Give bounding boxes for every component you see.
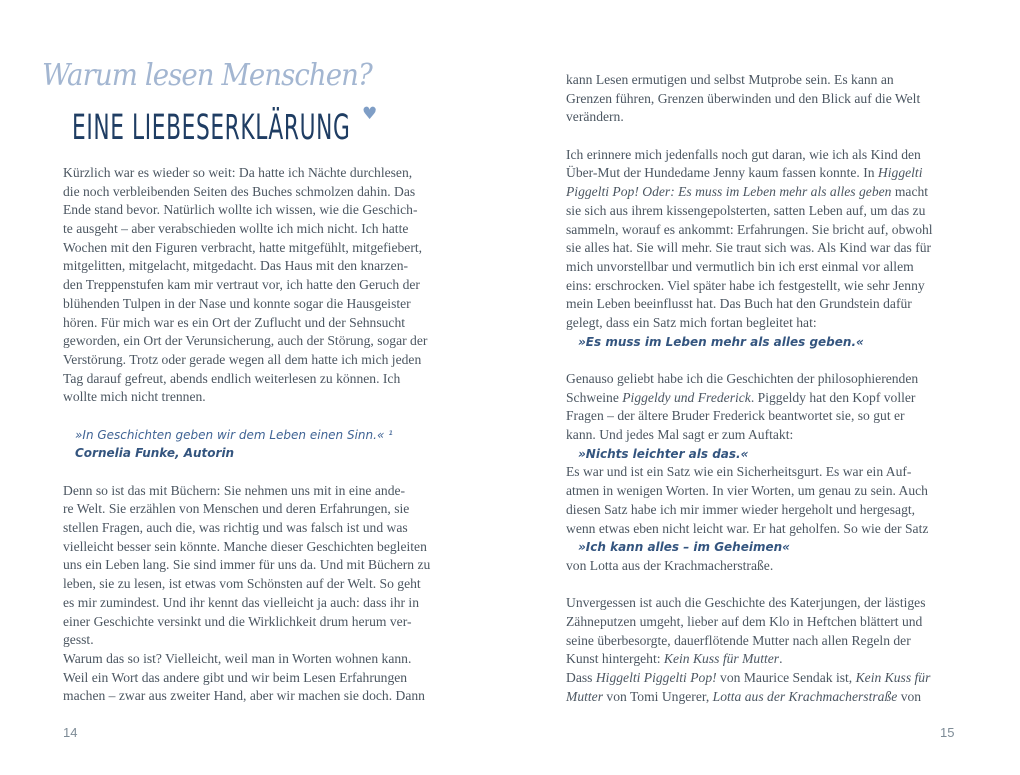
quote-line: »In Geschichten geben wir dem Leben einen Sinn.« ¹ — [75, 427, 393, 442]
body-text: blühenden Tulpen in der Nase und konnte sogar die Hausgeister — [63, 295, 411, 311]
text-line — [566, 370, 966, 389]
body-text: Weil ein Wort das andere gibt und wir beim Lesen Erfahrungen — [63, 669, 408, 685]
body-text: Dass — [566, 670, 596, 685]
text-line — [63, 388, 463, 407]
body-text: Schweine — [566, 389, 623, 405]
body-text: verändern. — [566, 109, 624, 125]
body-text: Warum das so ist? Vielleicht, weil man in Worten wohnen kann. — [63, 650, 412, 666]
body-text: mich unvorstellbar und vermutlich bin ich erst einmal vor allem — [566, 258, 914, 274]
body-text: kann Lesen ermutigen und selbst Mutprobe sein. Es kann an — [566, 72, 894, 87]
body-text: es mir zumindest. Und ihr kennt das vielleicht ja auch: dass ihr in — [63, 594, 419, 610]
text-line — [63, 257, 463, 276]
text-line — [63, 687, 463, 706]
body-text: von Lotta aus der Krachmacherstraße. — [566, 557, 774, 573]
body-text: wenn etwas eben nicht leicht war. Er hat geholfen. So wie der Satz — [566, 520, 929, 536]
body-text: Unvergessen ist auch die Geschichte des Katerjungen, der lästiges — [566, 595, 926, 611]
text-line — [566, 557, 966, 576]
italic-title-text: Higgelti — [877, 165, 923, 181]
text-line — [63, 631, 463, 650]
body-text: Fragen – der ältere Bruder Frederick beantwortet sie, so gut er — [566, 408, 905, 424]
text-line — [566, 295, 966, 314]
body-text: sie alles hat. Sie will mehr. Sie traut sich was. Als Kind war das für — [566, 240, 932, 256]
text-line — [566, 90, 966, 109]
page-number-right: 15 — [940, 725, 955, 740]
text-line — [566, 650, 966, 669]
body-text: sammeln, worauf es ankommt: Erfahrungen. Sie bricht auf, obwohl — [566, 221, 933, 237]
italic-title-text: Kein Kuss für — [855, 670, 931, 685]
text-line — [566, 239, 966, 258]
body-text: Verstörung. Trotz oder gerade wegen all dem hatte ich mich jeden — [63, 351, 422, 367]
body-text: re Welt. Sie erzählen von Menschen und deren Erfahrungen, sie — [63, 501, 410, 517]
body-text: einer Geschichte versinkt und die Wirklichkeit drum herum ver- — [63, 613, 412, 629]
body-text: . Piggeldy hat den Kopf voller — [750, 389, 916, 405]
text-line — [63, 295, 463, 314]
text-line — [566, 202, 966, 221]
text-line — [63, 332, 463, 351]
text-line — [63, 183, 463, 202]
body-text: seine überbesorgte, dauerflötende Mutter nach allen Regeln der — [566, 632, 911, 648]
body-text: machen – zwar aus zweiter Hand, aber wir machen sie doch. Dann — [63, 688, 425, 704]
text-line — [566, 108, 966, 127]
blank-line — [63, 463, 463, 482]
body-text: uns ein Leben lang. Sie sind immer für uns da. Und mit Büchern zu — [63, 557, 431, 573]
text-line — [63, 669, 463, 688]
body-text: mein Leben beeinflusst hat. Das Buch hat den Grundstein dafür — [566, 296, 912, 312]
italic-title-text: Piggelti Pop! Oder: Es muss im Leben mehr als alles geben — [566, 184, 892, 200]
text-line — [566, 426, 966, 445]
text-line — [566, 146, 966, 165]
text-line — [63, 201, 463, 220]
text-line — [566, 221, 966, 240]
body-text: von — [897, 688, 922, 704]
text-line — [566, 669, 966, 688]
italic-title-text: Higgelti Piggelti Pop! — [595, 670, 717, 685]
body-text: . — [779, 651, 783, 667]
body-text: gelegt, dass ein Satz mich fortan begleitet hat: — [566, 314, 817, 330]
body-text: sie sich aus ihrem kissengepolsterten, satten Leben auf, um das zu — [566, 202, 926, 218]
text-line — [63, 519, 463, 538]
italic-title-text: Kein Kuss für Mutter — [663, 651, 780, 667]
body-text: leben, sie zu lesen, ist etwas vom Schönsten auf der Welt. So geht — [63, 576, 421, 592]
text-line — [566, 520, 966, 539]
text-line — [566, 632, 966, 651]
text-line — [63, 613, 463, 632]
text-line — [566, 277, 966, 296]
body-text: Kunst hintergeht: — [566, 651, 664, 667]
body-text: Genauso geliebt habe ich die Geschichten der philosophierenden — [566, 371, 919, 386]
body-text: gesst. — [63, 632, 94, 648]
body-text: mitgelitten, mitgelacht, mitgedacht. Das Haus mit den knarzen- — [63, 258, 409, 274]
quote-line: Cornelia Funke, Autorin — [75, 446, 235, 461]
text-line — [566, 183, 966, 202]
body-text: Ich erinnere mich jedenfalls noch gut daran, wie ich als Kind den — [566, 146, 921, 162]
text-line — [566, 594, 966, 613]
page-number-left: 14 — [63, 725, 78, 740]
body-text: geworden, ein Ort der Verunsicherung, auch der Störung, sogar der — [63, 333, 428, 349]
body-text: Über-Mut der Hundedame Jenny kaum fassen konnte. In — [566, 165, 878, 181]
text-line — [63, 482, 463, 501]
text-line — [566, 389, 966, 408]
body-text: Zähneputzen umgeht, lieber auf dem Klo in Heftchen blättert und — [566, 613, 923, 629]
text-line — [63, 556, 463, 575]
blank-line — [63, 407, 463, 426]
chapter-kicker: Warum lesen Menschen? — [42, 58, 372, 93]
body-text: diesen Satz habe ich mir immer wieder hergeholt und hergesagt, — [566, 501, 916, 517]
text-line — [63, 538, 463, 557]
text-line — [566, 463, 966, 482]
body-text: kann. Und jedes Mal sagt er zum Auftakt: — [566, 427, 794, 443]
text-line — [566, 613, 966, 632]
body-text: Denn so ist das mit Büchern: Sie nehmen uns mit in eine ande- — [63, 482, 406, 498]
text-line — [566, 482, 966, 501]
text-line — [63, 164, 463, 183]
body-text: hören. Für mich war es ein Ort der Zuflucht und der Sehnsucht — [63, 314, 406, 330]
body-text: von Tomi Ungerer, — [603, 688, 713, 704]
body-text: stellen Fragen, auch die, was richtig und was falsch ist und was — [63, 520, 408, 536]
text-line — [566, 71, 966, 90]
body-text: Es war und ist ein Satz wie ein Sicherheitsgurt. Es war ein Auf- — [566, 464, 912, 480]
right-page — [510, 0, 1020, 775]
text-line — [63, 239, 463, 258]
text-line — [63, 594, 463, 613]
text-line — [63, 650, 463, 669]
body-text: Kürzlich war es wieder so weit: Da hatte ich Nächte durchlesen, — [63, 165, 413, 180]
text-line — [566, 258, 966, 277]
body-text: den Treppenstufen kam mir vertraut vor, ich hatte den Geruch der — [63, 277, 420, 293]
body-text: von Maurice Sendak ist, — [716, 670, 856, 685]
body-text: te ausgeht – aber verabschieden wollte ich mich nicht. Ich hatte — [63, 221, 409, 237]
blank-line — [566, 576, 966, 595]
text-line — [566, 314, 966, 333]
quote-line: »Ich kann alles – im Geheimen« — [578, 540, 790, 555]
text-line — [566, 501, 966, 520]
quote-line: »Es muss im Leben mehr als alles geben.« — [578, 334, 864, 349]
body-text: Tag darauf gefreut, abends endlich weiterlesen zu können. Ich — [63, 370, 401, 386]
text-line — [566, 407, 966, 426]
italic-title-text: Lotta aus der Krachmacherstraße — [712, 688, 898, 704]
text-line — [63, 351, 463, 370]
body-text: atmen in wenigen Worten. In vier Worten, um genau zu sein. Auch — [566, 483, 928, 499]
text-line — [63, 220, 463, 239]
body-text: die noch verbleibenden Seiten des Buches schmolzen dahin. Das — [63, 183, 416, 199]
body-text: vielleicht besser sein könnte. Manche dieser Geschichten begleiten — [63, 538, 427, 554]
text-line — [63, 276, 463, 295]
italic-title-text: Piggeldy und Frederick — [622, 389, 751, 405]
text-line — [566, 164, 966, 183]
text-line — [63, 575, 463, 594]
body-text: macht — [891, 184, 929, 200]
blank-line — [566, 351, 966, 370]
text-line — [63, 500, 463, 519]
right-text-column — [566, 71, 966, 706]
text-line — [63, 370, 463, 389]
chapter-title: EINE LIEBESERKLÄRUNG — [72, 108, 351, 148]
blank-line — [566, 127, 966, 146]
heart-icon: ♥ — [362, 104, 378, 124]
text-line — [63, 314, 463, 333]
body-text: wollte mich nicht trennen. — [63, 389, 206, 405]
body-text: Ende stand bevor. Natürlich wollte ich wissen, wie die Geschich- — [63, 202, 418, 218]
body-text: Grenzen führen, Grenzen überwinden und den Blick auf die Welt — [566, 90, 921, 106]
body-text: eins: erschrocken. Viel später habe ich festgestellt, wie sehr Jenny — [566, 277, 925, 293]
body-text: Wochen mit den Figuren verbracht, hatte mitgefühlt, mitgefiebert, — [63, 239, 423, 255]
left-text-column — [63, 164, 463, 706]
italic-title-text: Mutter — [566, 688, 603, 704]
quote-line: »Nichts leichter als das.« — [578, 446, 749, 461]
text-line — [566, 688, 966, 707]
